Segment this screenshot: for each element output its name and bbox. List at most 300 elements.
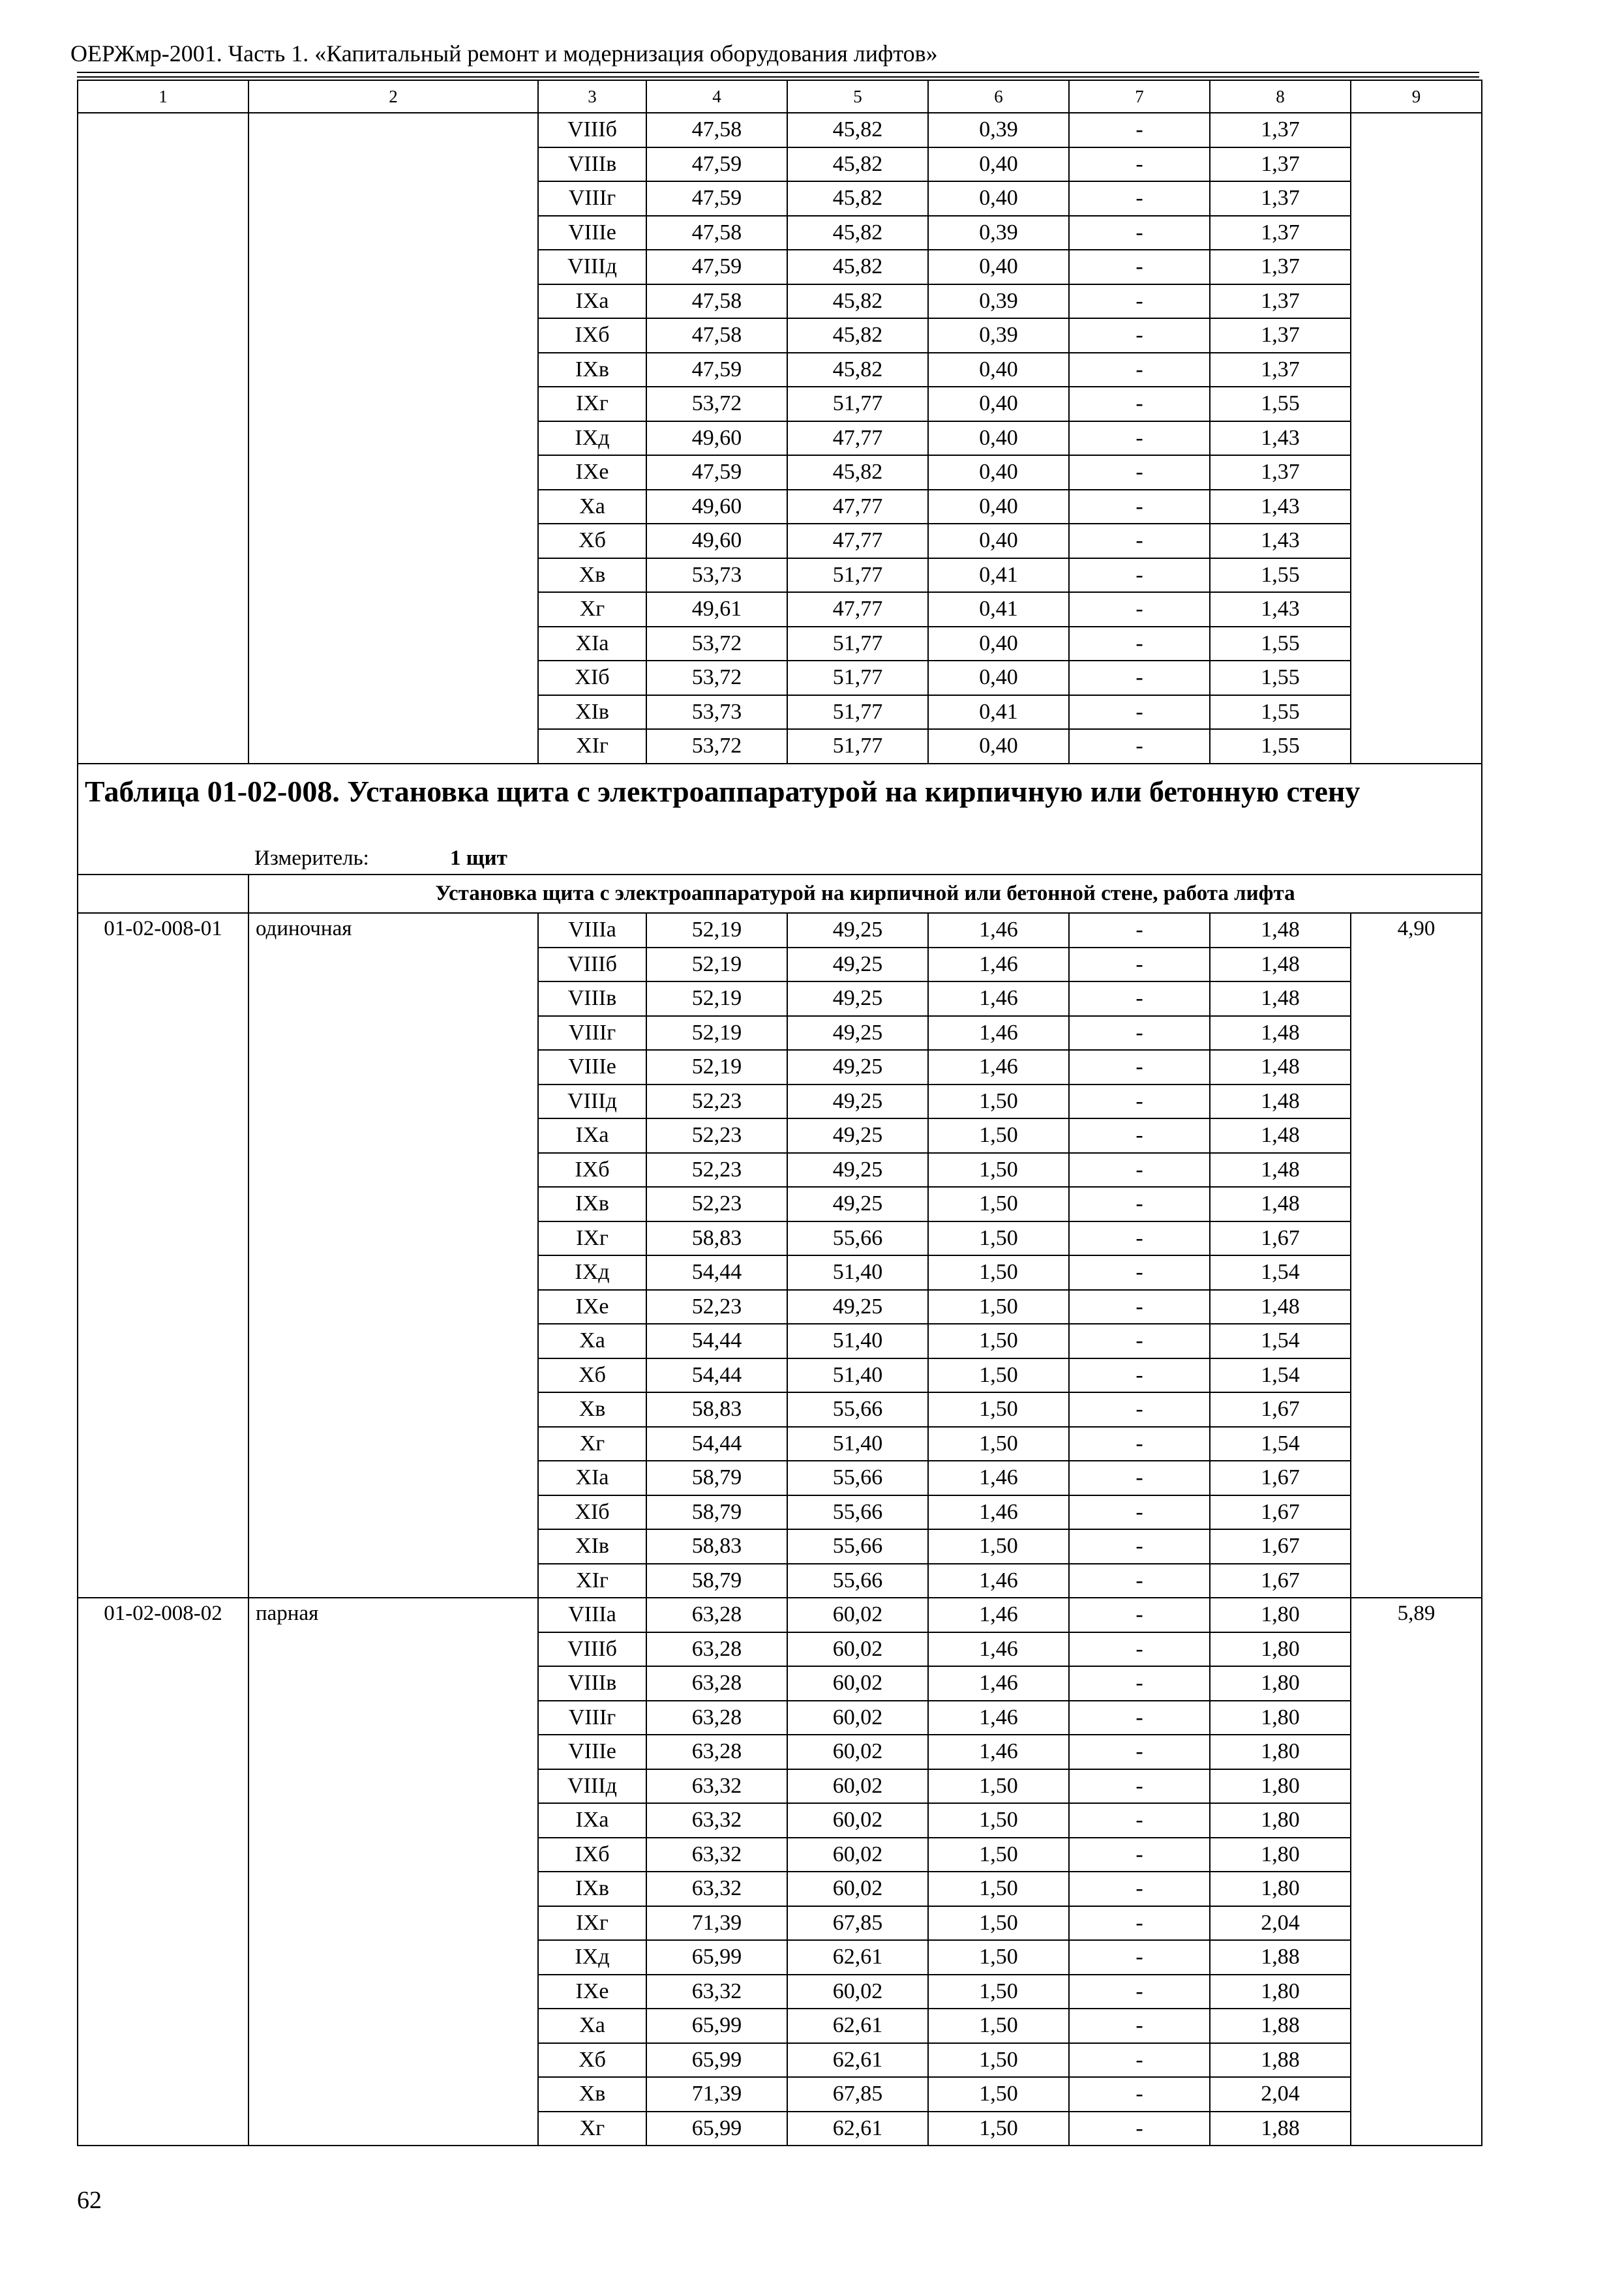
col4-value: 47,59 [646,353,787,387]
col7-value: - [1069,1940,1210,1975]
col4-value: 65,99 [646,2009,787,2043]
column-number: 6 [928,80,1069,113]
col5-value: 51,77 [787,695,928,730]
col4-value: 63,28 [646,1598,787,1632]
col7-value: - [1069,216,1210,250]
col8-value: 1,54 [1210,1427,1351,1461]
col7-value: - [1069,981,1210,1016]
column-number: 2 [248,80,538,113]
col6-value: 0,40 [928,147,1069,182]
col5-value: 60,02 [787,1803,928,1838]
col9-cell [1351,113,1482,764]
col8-value: 1,37 [1210,181,1351,216]
col5-value: 49,25 [787,948,928,982]
col6-value: 1,46 [928,1598,1069,1632]
col5-value: 55,66 [787,1529,928,1564]
col4-value: 58,83 [646,1392,787,1427]
col6-value: 1,50 [928,1118,1069,1153]
col8-value: 1,88 [1210,2112,1351,2146]
col7-value: - [1069,1358,1210,1393]
col6-value: 1,50 [928,1187,1069,1221]
col7-value: - [1069,592,1210,627]
col7-value: - [1069,524,1210,558]
col8-value: 1,80 [1210,1838,1351,1872]
col8-value: 1,54 [1210,1324,1351,1358]
class-cell: XIв [538,695,646,730]
col5-value: 55,66 [787,1461,928,1495]
col6-value: 1,50 [928,2112,1069,2146]
col6-value: 1,46 [928,1735,1069,1769]
col6-value: 1,46 [928,1050,1069,1085]
col5-value: 60,02 [787,1632,928,1667]
col6-value: 1,50 [928,2009,1069,2043]
class-cell: XIг [538,1564,646,1598]
col7-value: - [1069,1221,1210,1256]
col4-value: 53,73 [646,558,787,593]
col6-value: 1,46 [928,981,1069,1016]
col5-value: 49,25 [787,1153,928,1188]
col6-value: 0,41 [928,592,1069,627]
rate-name: одиночная [248,913,538,1598]
col6-value: 1,50 [928,1358,1069,1393]
col8-value: 1,37 [1210,216,1351,250]
col7-value: - [1069,1872,1210,1906]
col4-value: 63,32 [646,1975,787,2009]
col8-value: 1,54 [1210,1358,1351,1393]
col8-value: 1,55 [1210,661,1351,695]
col5-value: 60,02 [787,1701,928,1735]
col5-value: 45,82 [787,318,928,353]
col5-value: 51,77 [787,661,928,695]
col8-value: 1,37 [1210,113,1351,147]
col7-value: - [1069,318,1210,353]
col8-value: 1,48 [1210,1153,1351,1188]
class-cell: Xб [538,2043,646,2078]
col6-value: 0,40 [928,455,1069,490]
col4-value: 65,99 [646,2112,787,2146]
col4-value: 58,83 [646,1221,787,1256]
class-cell: VIIIв [538,1666,646,1701]
col8-value: 1,67 [1210,1392,1351,1427]
col8-value: 1,37 [1210,455,1351,490]
col5-value: 49,25 [787,1050,928,1085]
col6-value: 1,50 [928,1906,1069,1941]
class-cell: IXе [538,1975,646,2009]
col9-value: 5,89 [1351,1598,1482,2146]
col6-value: 0,40 [928,387,1069,421]
class-cell: VIIIе [538,216,646,250]
class-cell: IXв [538,1872,646,1906]
class-cell: XIг [538,729,646,764]
col8-value: 1,88 [1210,2043,1351,2078]
col8-value: 1,80 [1210,1769,1351,1804]
col6-value: 0,40 [928,353,1069,387]
col4-value: 52,23 [646,1153,787,1188]
class-cell: VIIIа [538,1598,646,1632]
col5-value: 49,25 [787,1085,928,1119]
table-title: Таблица 01-02-008. Установка щита с электроаппаратурой на кирпичную или бетонную стену [85,774,1361,808]
col5-value: 45,82 [787,147,928,182]
col7-value: - [1069,558,1210,593]
col7-value: - [1069,695,1210,730]
table-subtitle-row [78,875,1482,914]
col8-value: 1,80 [1210,1803,1351,1838]
col4-value: 49,60 [646,524,787,558]
col7-value: - [1069,455,1210,490]
col5-value: 67,85 [787,1906,928,1941]
col5-value: 47,77 [787,490,928,524]
column-number: 1 [78,80,248,113]
col7-value: - [1069,948,1210,982]
col7-value: - [1069,1461,1210,1495]
rate-code: 01-02-008-01 [78,913,248,1598]
col7-value: - [1069,2077,1210,2112]
column-number: 7 [1069,80,1210,113]
class-cell: VIIIа [538,913,646,948]
col7-value: - [1069,1735,1210,1769]
class-cell: IXв [538,353,646,387]
col4-value: 52,19 [646,981,787,1016]
col6-value: 0,39 [928,216,1069,250]
col4-value: 47,58 [646,113,787,147]
col5-value: 47,77 [787,421,928,456]
col8-value: 1,37 [1210,147,1351,182]
class-cell: IXе [538,455,646,490]
class-cell: Xг [538,2112,646,2146]
class-cell: Xа [538,1324,646,1358]
col4-value: 54,44 [646,1427,787,1461]
col7-value: - [1069,1392,1210,1427]
col7-value: - [1069,113,1210,147]
col7-value: - [1069,490,1210,524]
col5-value: 51,40 [787,1427,928,1461]
header-rule-top [77,72,1479,73]
col4-value: 53,72 [646,729,787,764]
col5-value: 62,61 [787,1940,928,1975]
col5-value: 49,25 [787,1290,928,1324]
col7-value: - [1069,1153,1210,1188]
blank-cell [78,875,248,914]
col6-value: 1,46 [928,913,1069,948]
col7-value: - [1069,1666,1210,1701]
col4-value: 58,83 [646,1529,787,1564]
meter-label: Измеритель: [254,846,369,870]
class-cell: XIб [538,661,646,695]
col4-value: 49,61 [646,592,787,627]
col7-value: - [1069,250,1210,284]
col8-value: 1,88 [1210,2009,1351,2043]
col4-value: 63,32 [646,1838,787,1872]
col5-value: 51,40 [787,1255,928,1290]
col4-value: 54,44 [646,1255,787,1290]
col5-value: 51,77 [787,558,928,593]
col7-value: - [1069,1906,1210,1941]
class-cell: VIIIг [538,181,646,216]
class-cell: IXд [538,421,646,456]
col4-value: 71,39 [646,1906,787,1941]
class-cell: VIIIб [538,113,646,147]
col4-value: 65,99 [646,2043,787,2078]
col7-value: - [1069,1529,1210,1564]
col6-value: 1,46 [928,1632,1069,1667]
header-rule-bottom [77,76,1479,78]
col7-value: - [1069,913,1210,948]
col8-value: 1,80 [1210,1701,1351,1735]
col6-value: 0,40 [928,181,1069,216]
class-cell: Xа [538,490,646,524]
code-cell [78,113,248,764]
col8-value: 1,55 [1210,627,1351,661]
col7-value: - [1069,1085,1210,1119]
col6-value: 1,50 [928,1803,1069,1838]
col5-value: 51,77 [787,729,928,764]
class-cell: IXг [538,387,646,421]
col8-value: 1,48 [1210,1118,1351,1153]
col8-value: 1,48 [1210,913,1351,948]
col7-value: - [1069,1803,1210,1838]
column-number: 8 [1210,80,1351,113]
col4-value: 52,19 [646,1050,787,1085]
col5-value: 51,40 [787,1324,928,1358]
col4-value: 53,72 [646,661,787,695]
col7-value: - [1069,627,1210,661]
class-cell: VIIIг [538,1016,646,1051]
rate-name: парная [248,1598,538,2146]
col5-value: 60,02 [787,1872,928,1906]
col6-value: 0,41 [928,558,1069,593]
col7-value: - [1069,2112,1210,2146]
col4-value: 54,44 [646,1324,787,1358]
class-cell: XIа [538,1461,646,1495]
col7-value: - [1069,1769,1210,1804]
col5-value: 49,25 [787,1118,928,1153]
class-cell: IXд [538,1255,646,1290]
col6-value: 0,40 [928,627,1069,661]
col5-value: 49,25 [787,913,928,948]
col4-value: 47,59 [646,455,787,490]
rate-code: 01-02-008-02 [78,1598,248,2146]
class-cell: VIIIб [538,948,646,982]
col4-value: 63,28 [646,1701,787,1735]
col6-value: 0,41 [928,695,1069,730]
col6-value: 1,50 [928,1085,1069,1119]
class-cell: VIIIг [538,1701,646,1735]
col4-value: 52,23 [646,1290,787,1324]
col5-value: 60,02 [787,1735,928,1769]
class-cell: VIIIд [538,250,646,284]
col8-value: 1,55 [1210,729,1351,764]
col5-value: 49,25 [787,1187,928,1221]
col4-value: 52,19 [646,913,787,948]
col8-value: 1,80 [1210,1975,1351,2009]
col6-value: 0,40 [928,524,1069,558]
col5-value: 45,82 [787,250,928,284]
col7-value: - [1069,387,1210,421]
col8-value: 1,55 [1210,558,1351,593]
col8-value: 1,48 [1210,1050,1351,1085]
col6-value: 0,40 [928,250,1069,284]
col5-value: 51,77 [787,387,928,421]
col6-value: 1,46 [928,1701,1069,1735]
class-cell: VIIIе [538,1050,646,1085]
class-cell: IXб [538,1838,646,1872]
col4-value: 53,72 [646,387,787,421]
col7-value: - [1069,1016,1210,1051]
col7-value: - [1069,1495,1210,1530]
col4-value: 47,59 [646,181,787,216]
page-number: 62 [77,2187,102,2214]
col5-value: 49,25 [787,1016,928,1051]
class-cell: IXа [538,284,646,319]
col6-value: 0,40 [928,421,1069,456]
col4-value: 58,79 [646,1495,787,1530]
col7-value: - [1069,147,1210,182]
col6-value: 0,39 [928,113,1069,147]
col4-value: 65,99 [646,1940,787,1975]
table-row [78,1598,1482,1632]
col4-value: 53,72 [646,627,787,661]
col6-value: 1,50 [928,1872,1069,1906]
col7-value: - [1069,1598,1210,1632]
col8-value: 1,67 [1210,1529,1351,1564]
col4-value: 52,19 [646,1016,787,1051]
col6-value: 1,50 [928,1290,1069,1324]
col5-value: 45,82 [787,113,928,147]
col7-value: - [1069,1838,1210,1872]
col6-value: 1,50 [928,2043,1069,2078]
col6-value: 0,39 [928,318,1069,353]
col7-value: - [1069,1564,1210,1598]
col8-value: 1,37 [1210,250,1351,284]
col5-value: 60,02 [787,1666,928,1701]
col7-value: - [1069,729,1210,764]
col8-value: 1,48 [1210,1085,1351,1119]
col6-value: 1,50 [928,1221,1069,1256]
class-cell: IXг [538,1221,646,1256]
col4-value: 63,28 [646,1666,787,1701]
col8-value: 1,67 [1210,1495,1351,1530]
col6-value: 1,50 [928,1392,1069,1427]
col7-value: - [1069,421,1210,456]
col5-value: 45,82 [787,455,928,490]
col5-value: 55,66 [787,1495,928,1530]
col5-value: 49,25 [787,981,928,1016]
class-cell: Xв [538,1392,646,1427]
col4-value: 53,73 [646,695,787,730]
col4-value: 52,19 [646,948,787,982]
col5-value: 51,40 [787,1358,928,1393]
col7-value: - [1069,2043,1210,2078]
col6-value: 0,40 [928,729,1069,764]
col4-value: 52,23 [646,1085,787,1119]
col8-value: 1,43 [1210,524,1351,558]
col5-value: 45,82 [787,181,928,216]
class-cell: Xб [538,524,646,558]
col8-value: 1,80 [1210,1598,1351,1632]
col6-value: 1,46 [928,1461,1069,1495]
column-number: 5 [787,80,928,113]
col7-value: - [1069,2009,1210,2043]
col5-value: 60,02 [787,1598,928,1632]
col7-value: - [1069,1975,1210,2009]
col5-value: 55,66 [787,1392,928,1427]
col5-value: 62,61 [787,2112,928,2146]
meter-value: 1 щит [450,846,507,870]
col5-value: 55,66 [787,1221,928,1256]
name-cell [248,113,538,764]
class-cell: VIIIв [538,147,646,182]
class-cell: IXе [538,1290,646,1324]
col5-value: 67,85 [787,2077,928,2112]
class-cell: Xб [538,1358,646,1393]
col4-value: 52,23 [646,1118,787,1153]
col5-value: 55,66 [787,1564,928,1598]
col6-value: 1,50 [928,1255,1069,1290]
col5-value: 62,61 [787,2043,928,2078]
col5-value: 60,02 [787,1975,928,2009]
col4-value: 52,23 [646,1187,787,1221]
col4-value: 49,60 [646,421,787,456]
col8-value: 1,67 [1210,1461,1351,1495]
col7-value: - [1069,1324,1210,1358]
column-number: 9 [1351,80,1482,113]
col8-value: 1,67 [1210,1221,1351,1256]
col5-value: 45,82 [787,284,928,319]
table-subtitle: Установка щита с электроаппаратурой на кирпичной или бетонной стене, работа лифта [248,875,1482,914]
col6-value: 1,50 [928,1153,1069,1188]
col4-value: 54,44 [646,1358,787,1393]
col8-value: 2,04 [1210,2077,1351,2112]
column-number: 3 [538,80,646,113]
col8-value: 1,54 [1210,1255,1351,1290]
col5-value: 45,82 [787,216,928,250]
class-cell: IXб [538,1153,646,1188]
col6-value: 1,50 [928,1427,1069,1461]
col4-value: 47,58 [646,284,787,319]
rates-table-body [78,80,1482,2146]
col7-value: - [1069,181,1210,216]
col6-value: 1,50 [928,1769,1069,1804]
col8-value: 1,67 [1210,1564,1351,1598]
col6-value: 1,46 [928,948,1069,982]
class-cell: VIIIд [538,1769,646,1804]
col6-value: 1,46 [928,1016,1069,1051]
col5-value: 47,77 [787,592,928,627]
col8-value: 1,43 [1210,490,1351,524]
col7-value: - [1069,353,1210,387]
class-cell: Xв [538,2077,646,2112]
col6-value: 1,50 [928,1975,1069,2009]
col7-value: - [1069,1118,1210,1153]
col8-value: 1,80 [1210,1735,1351,1769]
col8-value: 1,37 [1210,353,1351,387]
class-cell: VIIIе [538,1735,646,1769]
col5-value: 62,61 [787,2009,928,2043]
col4-value: 71,39 [646,2077,787,2112]
col4-value: 47,59 [646,147,787,182]
col4-value: 63,28 [646,1735,787,1769]
col5-value: 47,77 [787,524,928,558]
col7-value: - [1069,1187,1210,1221]
col7-value: - [1069,1701,1210,1735]
col4-value: 63,32 [646,1769,787,1804]
class-cell: VIIIв [538,981,646,1016]
class-cell: IXа [538,1803,646,1838]
table-title-cell [78,764,1482,875]
class-cell: Xа [538,2009,646,2043]
col8-value: 1,55 [1210,695,1351,730]
col6-value: 1,50 [928,1324,1069,1358]
